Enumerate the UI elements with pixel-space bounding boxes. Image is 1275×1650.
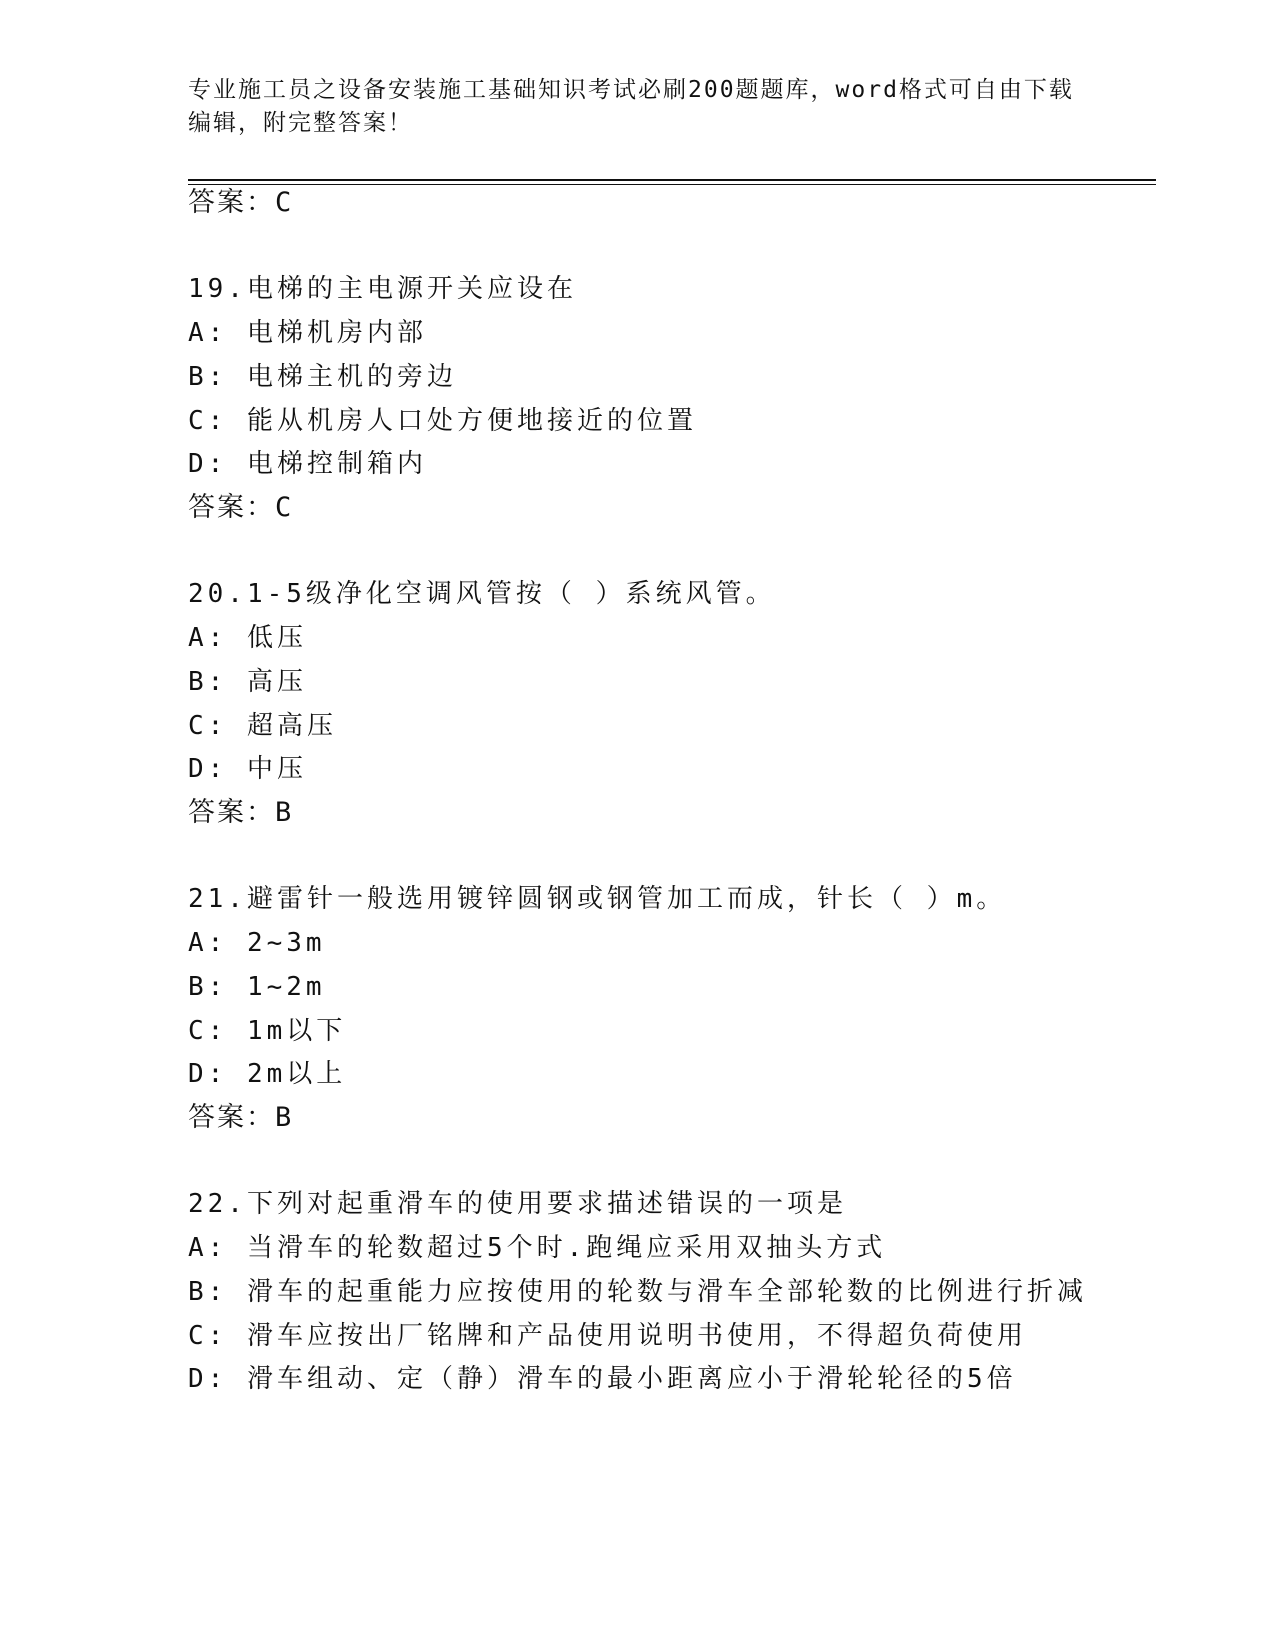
header-divider-thick bbox=[188, 179, 1156, 181]
question-20-title: 20.1-5级净化空调风管按（ ）系统风管。 bbox=[188, 579, 776, 609]
question-20-option-d: D: 中压 bbox=[188, 754, 307, 784]
question-20-answer: 答案：B bbox=[188, 797, 294, 828]
question-20-option-c: C: 超高压 bbox=[188, 711, 337, 741]
question-22-option-a: A: 当滑车的轮数超过5个时.跑绳应采用双抽头方式 bbox=[188, 1233, 887, 1263]
document-header-line-2: 编辑，附完整答案！ bbox=[188, 110, 413, 136]
document-header-line-1: 专业施工员之设备安装施工基础知识考试必刷200题题库，word格式可自由下载 bbox=[188, 77, 1074, 103]
header-divider-thin bbox=[188, 184, 1156, 185]
question-22-option-d: D: 滑车组动、定（静）滑车的最小距离应小于滑轮轮径的5倍 bbox=[188, 1364, 1017, 1394]
question-20-option-a: A: 低压 bbox=[188, 623, 307, 653]
question-19-option-d: D: 电梯控制箱内 bbox=[188, 449, 427, 479]
question-22-option-b: B: 滑车的起重能力应按使用的轮数与滑车全部轮数的比例进行折减 bbox=[188, 1277, 1087, 1307]
question-19-title: 19.电梯的主电源开关应设在 bbox=[188, 274, 577, 304]
question-19-option-a: A: 电梯机房内部 bbox=[188, 318, 427, 348]
question-22-title: 22.下列对起重滑车的使用要求描述错误的一项是 bbox=[188, 1189, 847, 1219]
question-19-answer: 答案：C bbox=[188, 492, 294, 523]
question-21-title: 21.避雷针一般选用镀锌圆钢或钢管加工而成，针长（ ）m。 bbox=[188, 884, 1007, 914]
previous-answer: 答案：C bbox=[188, 187, 294, 218]
question-21-option-b: B: 1~2m bbox=[188, 972, 326, 1002]
question-21-option-a: A: 2~3m bbox=[188, 928, 326, 958]
question-19-option-b: B: 电梯主机的旁边 bbox=[188, 362, 457, 392]
question-21-answer: 答案：B bbox=[188, 1102, 294, 1133]
question-21-option-c: C: 1m以下 bbox=[188, 1016, 347, 1046]
question-19-option-c: C: 能从机房人口处方便地接近的位置 bbox=[188, 406, 697, 436]
question-20-option-b: B: 高压 bbox=[188, 667, 307, 697]
question-21-option-d: D: 2m以上 bbox=[188, 1059, 347, 1089]
question-22-option-c: C: 滑车应按出厂铭牌和产品使用说明书使用，不得超负荷使用 bbox=[188, 1321, 1027, 1351]
